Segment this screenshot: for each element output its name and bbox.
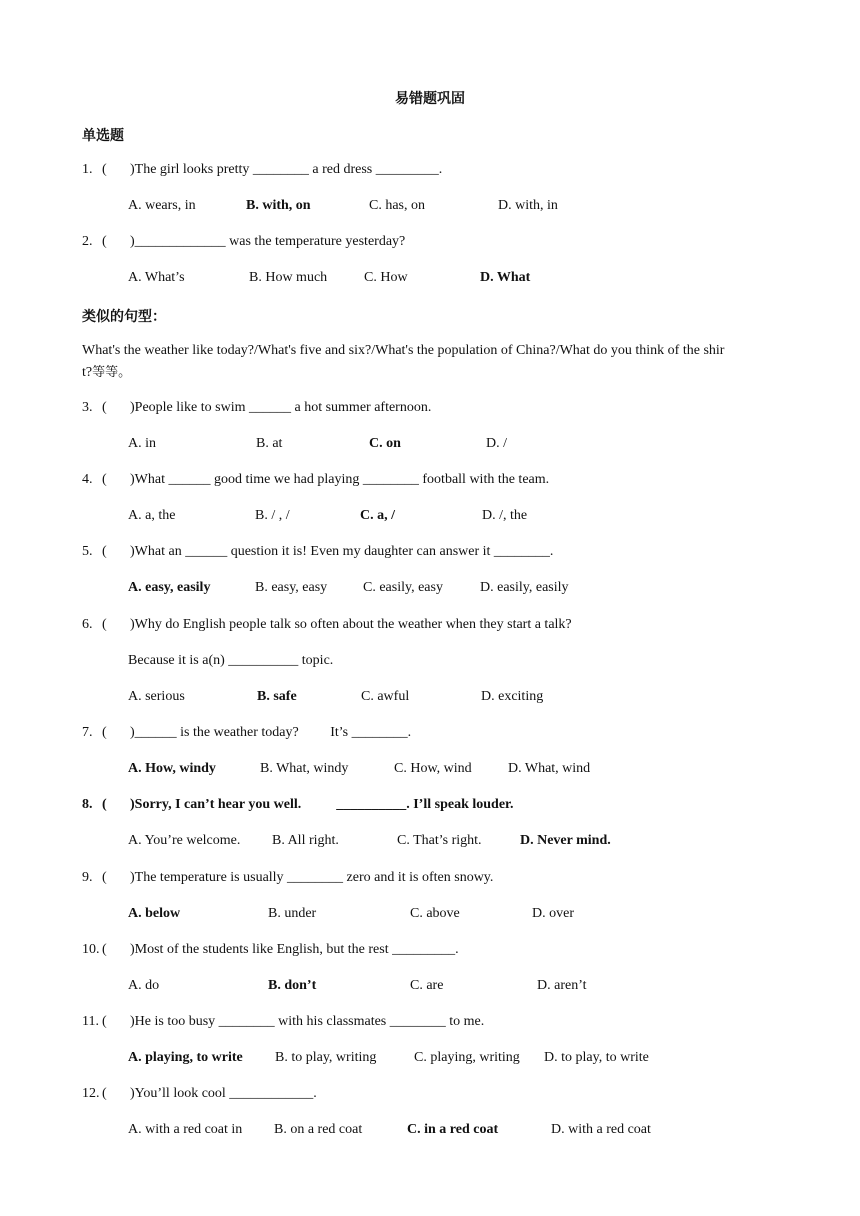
answer-paren: ( bbox=[102, 1086, 107, 1101]
options-7 bbox=[128, 761, 768, 781]
similar-text: What's the weather like today?/What's five and six?/What's the population of China?/What do you think of the shir bbox=[82, 343, 725, 358]
option-d: D. Never mind. bbox=[520, 833, 611, 848]
option-c: C. easily, easy bbox=[363, 580, 443, 595]
option-d: D. aren’t bbox=[537, 978, 587, 993]
question-text: )People like to swim ______ a hot summer afternoon. bbox=[130, 400, 432, 415]
option-b: B. safe bbox=[257, 689, 297, 704]
options-9 bbox=[128, 906, 768, 926]
options-1 bbox=[128, 198, 768, 218]
option-c: C. are bbox=[410, 978, 444, 993]
options-4 bbox=[128, 508, 768, 528]
option-b: B. under bbox=[268, 906, 317, 921]
question-6-subline: Because it is a(n) __________ topic. bbox=[128, 653, 334, 668]
question-2 bbox=[82, 234, 405, 250]
option-c: C. above bbox=[410, 906, 460, 921]
answer-paren: ( bbox=[102, 870, 107, 885]
question-text: )What ______ good time we had playing ________ football with the team. bbox=[130, 472, 550, 487]
option-c: C. playing, writing bbox=[414, 1050, 520, 1065]
option-d: D. with, in bbox=[498, 198, 558, 213]
options-12 bbox=[128, 1122, 768, 1142]
option-d: D. / bbox=[486, 436, 507, 451]
option-a: A. serious bbox=[128, 689, 185, 704]
question-number: 3. bbox=[82, 400, 93, 415]
option-b: B. All right. bbox=[272, 833, 339, 848]
option-a: A. below bbox=[128, 906, 181, 921]
option-a: A. wears, in bbox=[128, 198, 196, 213]
similar-heading: 类似的句型： bbox=[82, 309, 166, 325]
section-heading: 单选题 bbox=[82, 128, 124, 144]
question-number: 2. bbox=[82, 234, 93, 249]
option-b: B. How much bbox=[249, 270, 328, 285]
page-title: 易错题巩固 bbox=[395, 91, 465, 107]
options-8 bbox=[128, 833, 768, 853]
option-c: C. in a red coat bbox=[407, 1122, 499, 1137]
answer-paren: ( bbox=[102, 162, 107, 177]
option-b: B. / , / bbox=[255, 508, 290, 523]
answer-paren: ( bbox=[102, 1014, 107, 1029]
option-b: B. easy, easy bbox=[255, 580, 328, 595]
question-number: 12. bbox=[82, 1086, 100, 1101]
question-text: )You’ll look cool ____________. bbox=[130, 1086, 317, 1101]
question-number: 6. bbox=[82, 617, 93, 632]
option-c: C. a, / bbox=[360, 508, 395, 523]
question-number: 1. bbox=[82, 162, 93, 177]
option-b: B. don’t bbox=[268, 978, 317, 993]
question-number: 7. bbox=[82, 725, 93, 740]
question-text: )______ is the weather today? It’s ________. bbox=[130, 725, 412, 740]
option-a: A. with a red coat in bbox=[128, 1122, 243, 1137]
question-12 bbox=[82, 1086, 317, 1102]
question-4 bbox=[82, 472, 549, 488]
option-a: A. do bbox=[128, 978, 160, 993]
similar-text-etc: 等等。 bbox=[92, 365, 132, 380]
answer-paren: ( bbox=[102, 942, 107, 957]
question-number: 4. bbox=[82, 472, 93, 487]
question-text: )He is too busy ________ with his classmates ________ to me. bbox=[130, 1014, 485, 1029]
option-c: C. on bbox=[369, 436, 401, 451]
option-c: C. How bbox=[364, 270, 408, 285]
answer-paren: ( bbox=[102, 725, 107, 740]
option-d: D. over bbox=[532, 906, 574, 921]
options-10 bbox=[128, 978, 768, 998]
question-8 bbox=[82, 797, 513, 813]
options-3 bbox=[128, 436, 768, 456]
option-d: D. easily, easily bbox=[480, 580, 569, 595]
option-c: C. How, wind bbox=[394, 761, 472, 776]
similar-sentences bbox=[82, 340, 782, 384]
similar-text-cont: t? bbox=[82, 365, 93, 380]
question-7 bbox=[82, 725, 411, 741]
question-3 bbox=[82, 400, 431, 416]
options-5 bbox=[128, 580, 768, 600]
question-5 bbox=[82, 544, 553, 560]
option-a: A. You’re welcome. bbox=[128, 833, 241, 848]
question-number: 5. bbox=[82, 544, 93, 559]
question-text: )_____________ was the temperature yesterday? bbox=[130, 234, 406, 249]
option-b: B. on a red coat bbox=[274, 1122, 363, 1137]
option-a: A. easy, easily bbox=[128, 580, 211, 595]
option-d: D. to play, to write bbox=[544, 1050, 649, 1065]
option-c: C. has, on bbox=[369, 198, 425, 213]
question-9 bbox=[82, 870, 493, 886]
answer-paren: ( bbox=[102, 544, 107, 559]
answer-paren: ( bbox=[102, 797, 107, 812]
answer-paren: ( bbox=[102, 234, 107, 249]
option-d: D. /, the bbox=[482, 508, 528, 523]
question-1 bbox=[82, 162, 442, 178]
question-10 bbox=[82, 942, 459, 958]
question-number: 9. bbox=[82, 870, 93, 885]
question-number: 8. bbox=[82, 797, 93, 812]
question-text: )Sorry, I can’t hear you well. __________. I’ll speak louder. bbox=[130, 797, 514, 812]
question-11 bbox=[82, 1014, 484, 1030]
option-d: D. exciting bbox=[481, 689, 544, 704]
option-d: D. What, wind bbox=[508, 761, 591, 776]
answer-paren: ( bbox=[102, 617, 107, 632]
option-b: B. at bbox=[256, 436, 283, 451]
options-6 bbox=[128, 689, 768, 709]
options-2 bbox=[128, 270, 768, 290]
question-text: )Why do English people talk so often about the weather when they start a talk? bbox=[130, 617, 572, 632]
question-number: 10. bbox=[82, 942, 100, 957]
option-b: B. with, on bbox=[246, 198, 311, 213]
question-text: )The temperature is usually ________ zero and it is often snowy. bbox=[130, 870, 494, 885]
option-d: D. with a red coat bbox=[551, 1122, 651, 1137]
option-a: A. How, windy bbox=[128, 761, 216, 776]
answer-paren: ( bbox=[102, 472, 107, 487]
option-a: A. playing, to write bbox=[128, 1050, 243, 1065]
question-text: )The girl looks pretty ________ a red dress _________. bbox=[130, 162, 443, 177]
option-a: A. a, the bbox=[128, 508, 176, 523]
option-c: C. awful bbox=[361, 689, 410, 704]
option-a: A. in bbox=[128, 436, 156, 451]
answer-paren: ( bbox=[102, 400, 107, 415]
question-text: )What an ______ question it is! Even my daughter can answer it ________. bbox=[130, 544, 554, 559]
option-d: D. What bbox=[480, 270, 531, 285]
question-6 bbox=[82, 617, 572, 633]
option-c: C. That’s right. bbox=[397, 833, 482, 848]
option-b: B. to play, writing bbox=[275, 1050, 377, 1065]
options-11 bbox=[128, 1050, 768, 1070]
option-a: A. What’s bbox=[128, 270, 185, 285]
question-text: )Most of the students like English, but the rest _________. bbox=[130, 942, 459, 957]
option-b: B. What, windy bbox=[260, 761, 349, 776]
question-number: 11. bbox=[82, 1014, 99, 1029]
